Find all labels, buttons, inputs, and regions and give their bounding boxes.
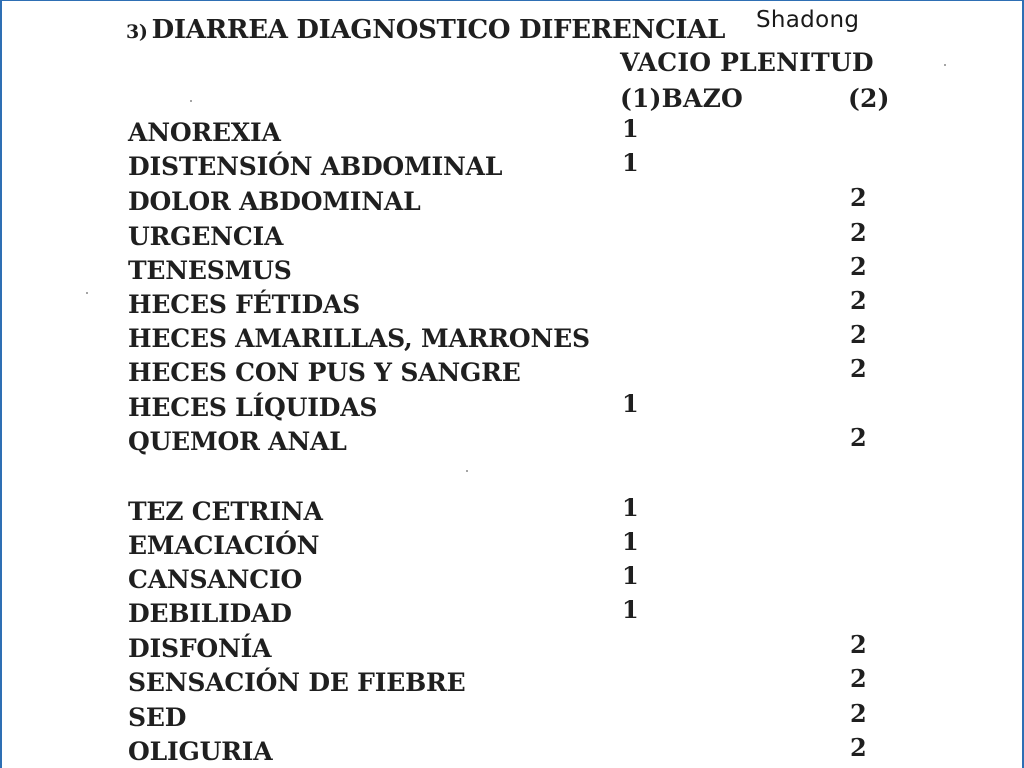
table-row (128, 699, 888, 737)
column-header-line1: VACIO PLENITUD (620, 48, 874, 77)
column-header-plenitud-num: (2) (848, 84, 890, 113)
symptom-label: CANSANCIO (128, 565, 303, 594)
plenitud-value: 2 (850, 218, 867, 247)
symptom-label: DOLOR ABDOMINAL (128, 187, 421, 216)
vacio-value: 1 (622, 114, 639, 143)
table-row (128, 148, 888, 186)
column-header-bazo: (1)BAZO (620, 84, 744, 113)
plenitud-value: 2 (850, 320, 867, 349)
plenitud-value: 2 (850, 183, 867, 212)
plenitud-value: 2 (850, 630, 867, 659)
table-row (128, 114, 888, 152)
symptom-label: DISTENSIÓN ABDOMINAL (128, 152, 503, 181)
scan-speck (466, 470, 468, 472)
table-row (128, 664, 888, 702)
symptom-label: EMACIACIÓN (128, 531, 320, 560)
table-row (128, 286, 888, 324)
symptom-label: URGENCIA (128, 222, 284, 251)
symptom-label: HECES FÉTIDAS (128, 290, 361, 319)
plenitud-value: 2 (850, 664, 867, 693)
scan-speck (86, 292, 88, 294)
symptom-label: SED (128, 703, 187, 732)
table-row (128, 595, 888, 633)
plenitud-value: 2 (850, 252, 867, 281)
table-row (128, 423, 888, 461)
plenitud-value: 2 (850, 354, 867, 383)
title-number: 3) (126, 21, 148, 43)
plenitud-value: 2 (850, 423, 867, 452)
table-row (128, 630, 888, 668)
table-row (128, 389, 888, 427)
table-row (128, 733, 888, 768)
vacio-value: 1 (622, 493, 639, 522)
table-row (128, 320, 888, 358)
table-row (128, 493, 888, 531)
table-row (128, 218, 888, 256)
table-row (128, 252, 888, 290)
vacio-value: 1 (622, 561, 639, 590)
vacio-value: 1 (622, 595, 639, 624)
slide-frame-top (0, 0, 1024, 1)
vacio-value: 1 (622, 389, 639, 418)
scan-speck (944, 64, 946, 66)
symptom-label: ANOREXIA (128, 118, 281, 147)
page-title (126, 15, 725, 45)
table-row (128, 561, 888, 599)
symptom-label: HECES CON PUS Y SANGRE (128, 358, 521, 387)
plenitud-value: 2 (850, 286, 867, 315)
symptom-label: SENSACIÓN DE FIEBRE (128, 668, 466, 697)
table-row (128, 527, 888, 565)
watermark-text: Shadong (756, 7, 860, 33)
vacio-value: 1 (622, 527, 639, 556)
symptom-label: HECES LÍQUIDAS (128, 393, 378, 422)
symptom-label: HECES AMARILLAS, MARRONES (128, 324, 590, 353)
symptom-label: DISFONÍA (128, 634, 272, 663)
plenitud-value: 2 (850, 733, 867, 762)
plenitud-value: 2 (850, 699, 867, 728)
symptom-label: TENESMUS (128, 256, 292, 285)
symptom-label: OLIGURIA (128, 737, 273, 766)
symptom-label: DEBILIDAD (128, 599, 292, 628)
title-text: DIARREA DIAGNOSTICO DIFERENCIAL (151, 15, 726, 45)
vacio-value: 1 (622, 148, 639, 177)
slide-frame-left (0, 0, 2, 768)
scan-speck (190, 100, 192, 102)
table-row (128, 183, 888, 221)
symptom-label: TEZ CETRINA (128, 497, 323, 526)
symptom-label: QUEMOR ANAL (128, 427, 347, 456)
table-row (128, 354, 888, 392)
